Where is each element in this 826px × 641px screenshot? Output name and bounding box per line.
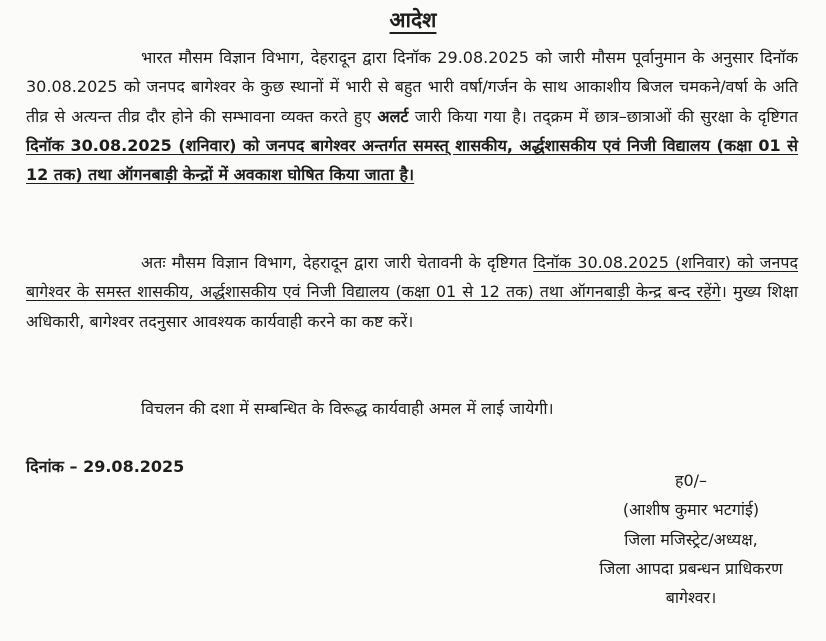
para2-text-b: । मुख्य शिक्षा अधिकारी, बागेश्वर तदनुसार आवश्यक कार्यवाही करने का कष्ट करें। [26, 282, 798, 331]
alert-word: अलर्ट [377, 106, 409, 126]
para2-text-a: अतः मौसम विज्ञान विभाग, देहरादून द्वारा जारी चेतावनी के दृष्टिगत [141, 253, 534, 272]
paragraph-1 [26, 43, 798, 189]
officer-name: (आशीष कुमार भटगांई) [622, 500, 760, 520]
authority-name: जिला आपदा प्रबन्धन प्राधिकरण [599, 558, 783, 578]
para1-text-b: जारी किया गया है। तद्क्रम में छात्र–छात्राओं की सुरक्षा के दृष्टिगत [408, 106, 798, 126]
order-date: दिनांक – 29.08.2025 [26, 457, 185, 476]
officer-designation: जिला मजिस्ट्रेट/अध्यक्ष, [624, 529, 758, 549]
place-name: बागेश्वर। [665, 588, 717, 608]
title-text: आदेश [389, 8, 437, 32]
signed-mark: ह0/– [674, 471, 708, 490]
paragraph-3: विचलन की दशा में सम्बन्धित के विरूद्ध कार्यवाही अमल में लाई जायेगी। [141, 399, 554, 418]
closure-notice: दिनॉक 30.08.2025 (शनिवार) को जनपद बागेश्वर के समस्त शासकीय, अर्द्धशासकीय एवं निजी विद्यालय (कक्षा 01 से 12 तक) तथा ऑगनबाड़ी केन्द्र बन्द रहेंगे [26, 253, 798, 302]
holiday-declaration: दिनॉक 30.08.2025 (शनिवार) को जनपद बागेश्वर अन्तर्गत समस्त् शासकीय, अर्द्धशासकीय एवं निजी विद्यालय (कक्षा 01 से 12 तक) तथा ऑगनबाड़ी केन्द्रों में अवकाश घोषित किया जाता है। [26, 135, 798, 185]
page-title [0, 6, 826, 34]
paragraph-2 [26, 248, 798, 336]
signature-block [560, 466, 822, 612]
para1-text-a: भारत मौसम विज्ञान विभाग, देहरादून द्वारा दिनॉक 29.08.2025 को जारी मौसम पूर्वानुमान के अनुसार दिनॉक 30.08.2025 को जनपद बागेश्वर के कुछ स्थानों में भारी से बहुत भारी वर्षा/गर्जन के साथ आकाशीय बिजल चमकने/वर्षा के अति तीव्र से अत्यन्त तीव्र दौर होने की सम्भावना व्यक्त करते हुए [26, 48, 798, 126]
